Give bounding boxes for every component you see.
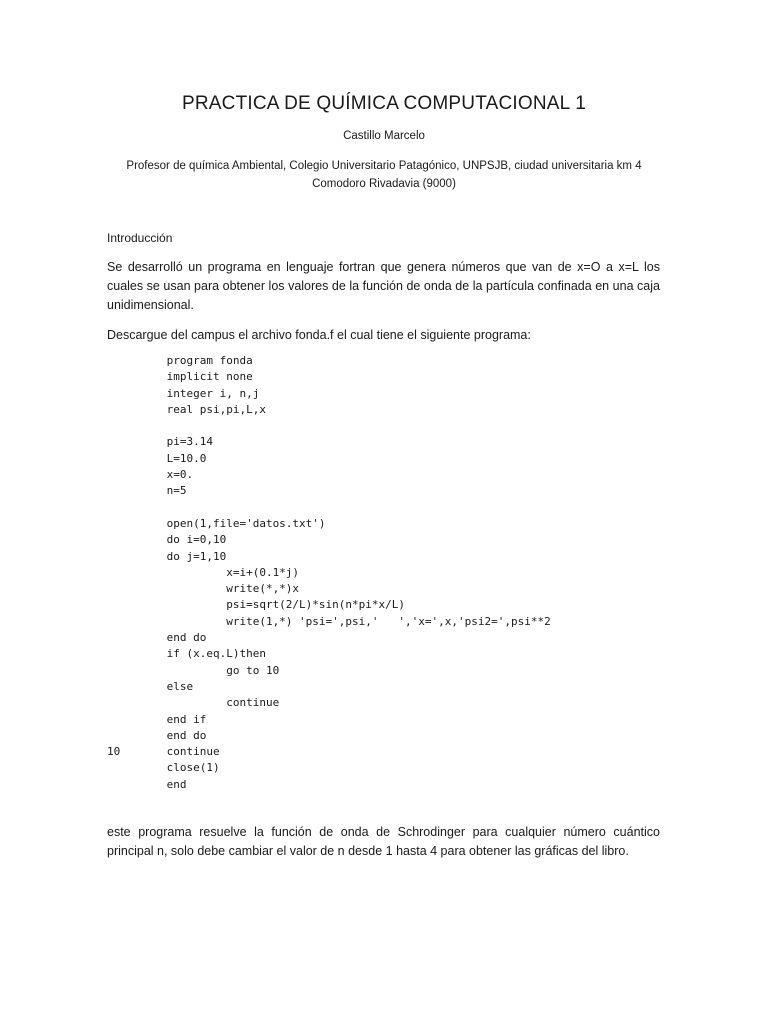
- code-line: end if: [107, 712, 207, 726]
- code-line: open(1,file='datos.txt'): [107, 516, 326, 530]
- intro-paragraph: Se desarrolló un programa en lenguaje fortran que genera números que van de x=O a x=L los cuales se usan para obtener los valores de la función de onda de la partícula confinada en una caja unidimensional.: [107, 260, 660, 312]
- code-line: x=0.: [107, 468, 194, 482]
- code-line: write(1,*) 'psi=',psi,' ','x=',x,'psi2=',psi**2: [107, 614, 551, 628]
- code-line: end do: [107, 728, 207, 742]
- code-line: end: [107, 777, 187, 791]
- conclusion-paragraph: este programa resuelve la función de onda de Schrodinger para cualquier número cuántico principal n, solo debe cambiar el valor de n desde 1 hasta 4 para obtener las gráficas del libro.: [107, 825, 660, 858]
- code-line: pi=3.14: [107, 435, 213, 449]
- code-line: program fonda: [107, 354, 253, 367]
- code-line: go to 10: [107, 663, 280, 677]
- code-line: do j=1,10: [107, 549, 227, 563]
- code-line: if (x.eq.L)then: [107, 647, 266, 661]
- author-name: Castillo Marcelo: [343, 130, 425, 142]
- code-line: do i=0,10: [107, 533, 227, 547]
- author-affiliation: [110, 157, 658, 193]
- section-heading: Introducción: [107, 231, 173, 245]
- code-line: else: [107, 679, 194, 693]
- code-line: integer i, n,j: [107, 386, 260, 400]
- code-line: implicit none: [107, 370, 253, 384]
- download-instruction-paragraph: Descargue del campus el archivo fonda.f el cual tiene el siguiente programa:: [107, 328, 531, 342]
- affiliation-line-1: Profesor de química Ambiental, Colegio Universitario Patagónico, UNPSJB, ciudad universitaria km 4: [126, 160, 642, 172]
- code-line: end do: [107, 631, 207, 645]
- code-line: [107, 418, 551, 434]
- code-line: [107, 500, 551, 516]
- code-line: close(1): [107, 761, 220, 775]
- code-line: L=10.0: [107, 451, 207, 465]
- code-line: real psi,pi,L,x: [107, 402, 266, 416]
- code-line: psi=sqrt(2/L)*sin(n*pi*x/L): [107, 598, 406, 612]
- affiliation-line-2: Comodoro Rivadavia (9000): [312, 178, 456, 190]
- code-line: x=i+(0.1*j): [107, 565, 300, 579]
- code-line: 10 continue: [107, 745, 220, 759]
- fortran-code-block: [107, 353, 551, 793]
- document-title: PRACTICA DE QUÍMICA COMPUTACIONAL 1: [182, 93, 586, 114]
- code-line: n=5: [107, 484, 187, 498]
- code-line: write(*,*)x: [107, 582, 300, 596]
- code-line: continue: [107, 696, 280, 710]
